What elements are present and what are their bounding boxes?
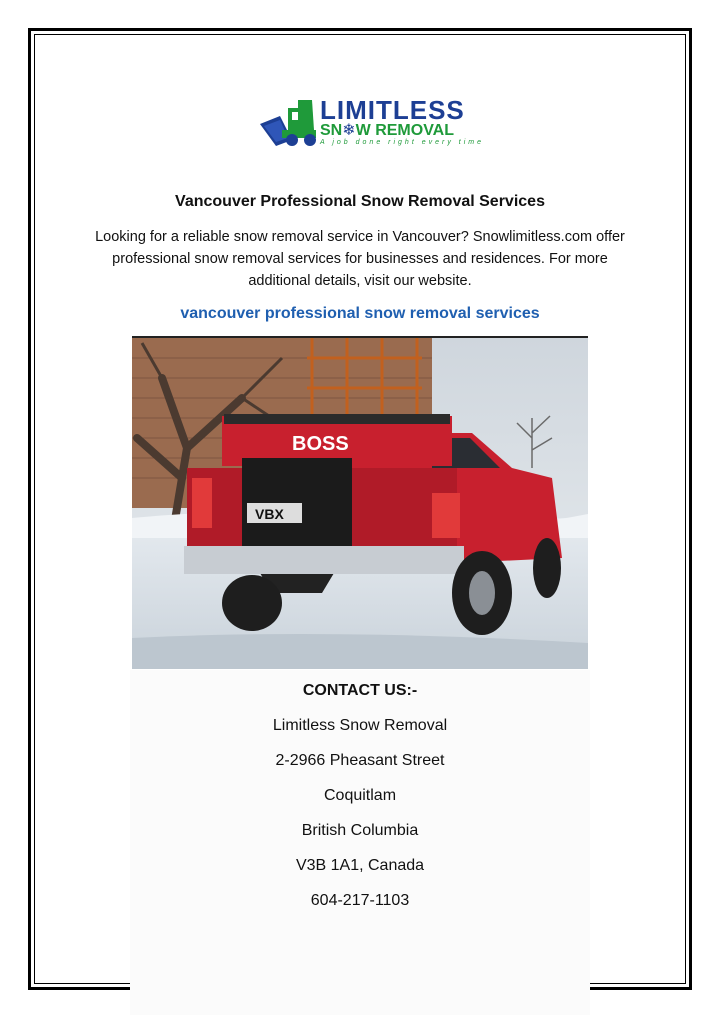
logo-subtitle-prefix: SN bbox=[320, 122, 343, 139]
contact-province: British Columbia bbox=[301, 822, 419, 839]
company-logo bbox=[258, 95, 485, 154]
page-title: Vancouver Professional Snow Removal Services bbox=[175, 193, 545, 210]
contact-city: Coquitlam bbox=[323, 787, 397, 804]
logo-subtitle bbox=[320, 122, 454, 140]
contact-street: 2-2966 Pheasant Street bbox=[275, 752, 445, 769]
snowflake-icon: ❄ bbox=[342, 122, 356, 139]
intro-paragraph: Looking for a reliable snow removal service in Vancouver? Snowlimitless.com offer professional snow removal services for businesses and residences. For more additional details, visit our website. bbox=[95, 229, 625, 289]
plow-truck-icon bbox=[258, 96, 320, 150]
contact-heading: CONTACT US:- bbox=[302, 682, 418, 699]
contact-company: Limitless Snow Removal bbox=[272, 717, 448, 734]
truck-photo bbox=[132, 336, 588, 671]
truck-photo-illustration bbox=[132, 338, 588, 669]
logo-wordmark: LIMITLESS bbox=[320, 95, 465, 125]
logo-tagline: A job done right every time bbox=[320, 139, 485, 146]
logo-subtitle-suffix: W REMOVAL bbox=[355, 122, 454, 139]
hopper-brand-text: BOSS bbox=[292, 433, 349, 455]
contact-postal: V3B 1A1, Canada bbox=[295, 857, 425, 874]
spreader-label-text: VBX bbox=[255, 506, 284, 522]
contact-phone[interactable]: 604-217-1103 bbox=[310, 892, 410, 909]
services-link[interactable]: vancouver professional snow removal services bbox=[180, 305, 540, 322]
